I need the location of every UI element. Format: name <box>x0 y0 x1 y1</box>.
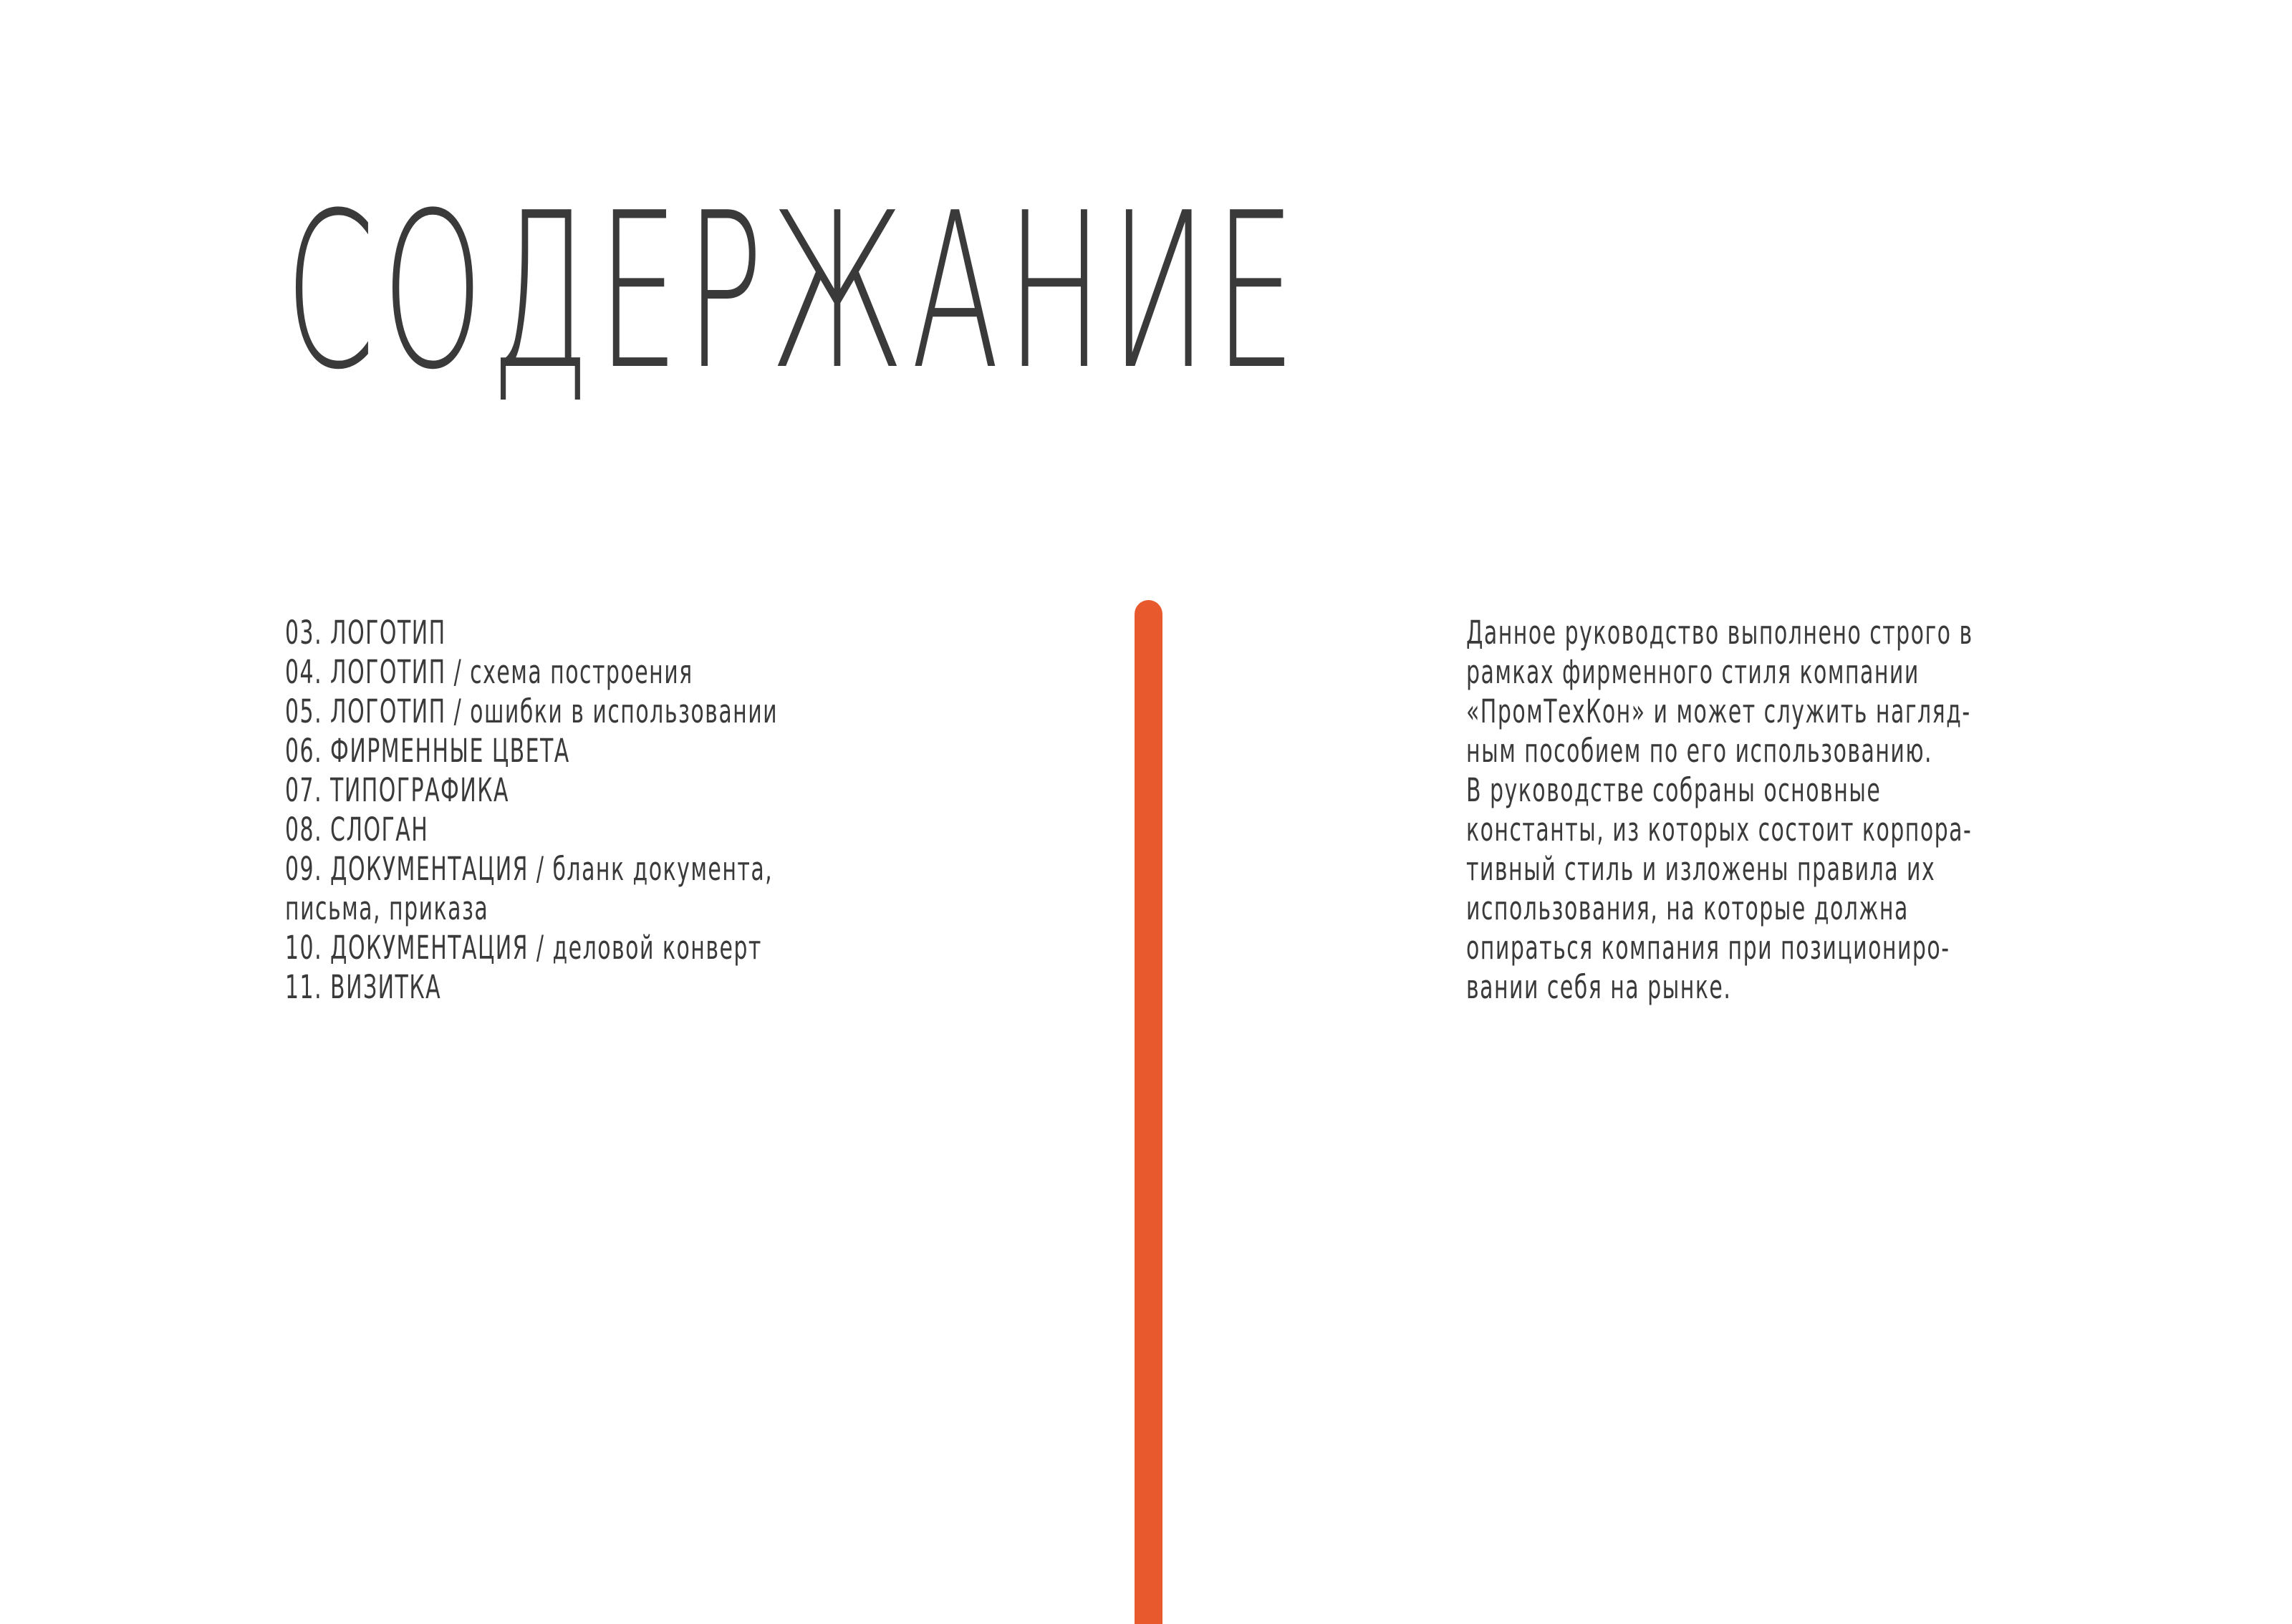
toc-item-logo-construction: 04. ЛОГОТИП / схема построения <box>285 653 693 691</box>
vertical-divider <box>1135 600 1162 1624</box>
intro-line: ным пособием по его использованию. <box>1466 732 1933 770</box>
intro-paragraph <box>1466 613 2049 1007</box>
intro-line: тивный стиль и изложены правила их <box>1466 850 1936 888</box>
intro-line: В руководстве собраны основные <box>1466 771 1882 809</box>
toc-item-logo-errors: 05. ЛОГОТИП / ошибки в использовании <box>285 692 779 730</box>
toc-item-documentation-envelope: 10. ДОКУМЕНТАЦИЯ / деловой конверт <box>285 929 762 967</box>
intro-line: константы, из которых состоит корпора- <box>1466 811 1973 849</box>
intro-line: рамках фирменного стиля компании <box>1466 653 1920 691</box>
page-title: СОДЕРЖАНИЕ <box>285 167 1303 417</box>
toc-item-typography: 07. ТИПОГРАФИКА <box>285 771 509 809</box>
table-of-contents <box>285 613 1080 1007</box>
intro-line: «ПромТехКон» и может служить нагляд- <box>1466 692 1971 730</box>
toc-item-brand-colors: 06. ФИРМЕННЫЕ ЦВЕТА <box>285 732 570 770</box>
intro-line: опираться компания при позициониро- <box>1466 929 1950 967</box>
intro-line: вании себя на рынке. <box>1466 968 1732 1006</box>
toc-item-documentation-letterhead-cont: письма, приказа <box>285 889 489 927</box>
intro-line: использования, на которые должна <box>1466 889 1909 927</box>
toc-item-slogan: 08. СЛОГАН <box>285 811 429 849</box>
intro-line: Данное руководство выполнено строго в <box>1466 614 1973 652</box>
toc-item-logo: 03. ЛОГОТИП <box>285 614 446 652</box>
toc-item-business-card: 11. ВИЗИТКА <box>285 968 442 1006</box>
toc-item-documentation-letterhead: 09. ДОКУМЕНТАЦИЯ / бланк документа, <box>285 850 774 888</box>
